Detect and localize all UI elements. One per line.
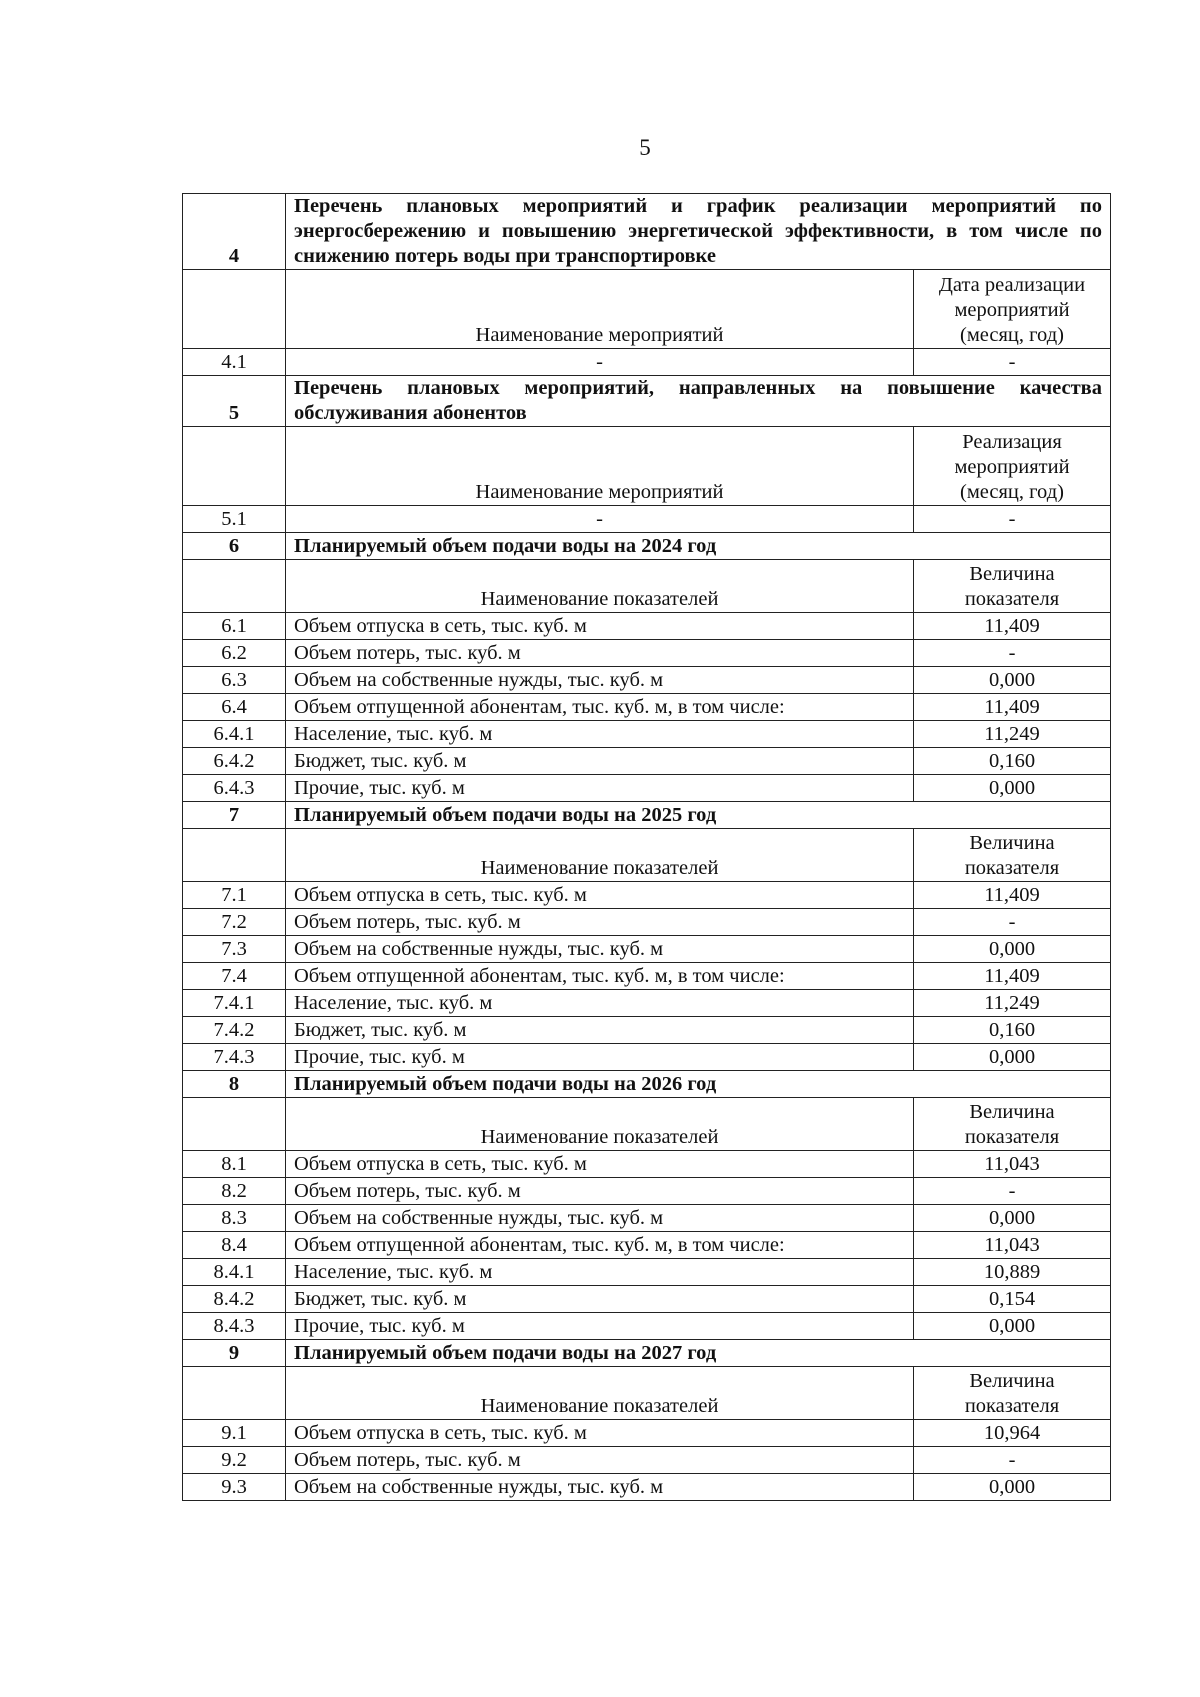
row-name: Бюджет, тыс. куб. м (286, 748, 914, 775)
row-number: 7.3 (183, 936, 286, 963)
row-name: Объем отпущенной абонентам, тыс. куб. м, в том числе: (286, 1232, 914, 1259)
row-number: 8.4.1 (183, 1259, 286, 1286)
row-name: Объем потерь, тыс. куб. м (286, 1447, 914, 1474)
row-number: 8.4 (183, 1232, 286, 1259)
row-value: 11,043 (914, 1232, 1111, 1259)
page-number: 5 (639, 135, 651, 160)
table-row (183, 613, 1111, 640)
row-number: 4.1 (183, 349, 286, 376)
row-number: 7.4.2 (183, 1017, 286, 1044)
row-number: 8.4.3 (183, 1313, 286, 1340)
header-number-cell (183, 270, 286, 349)
table-row (183, 1286, 1111, 1313)
section-title-row (183, 194, 1111, 270)
table-row (183, 1044, 1111, 1071)
row-number: 9.1 (183, 1420, 286, 1447)
table-row (183, 349, 1111, 376)
row-number: 8.2 (183, 1178, 286, 1205)
header-number-cell (183, 560, 286, 613)
row-number: 6.4 (183, 694, 286, 721)
table-row (183, 1017, 1111, 1044)
row-number: 5.1 (183, 506, 286, 533)
row-value: 0,000 (914, 1044, 1111, 1071)
plan-table (182, 193, 1111, 1501)
row-name: Объем отпуска в сеть, тыс. куб. м (286, 1151, 914, 1178)
table-row (183, 1205, 1111, 1232)
row-name: Объем отпуска в сеть, тыс. куб. м (286, 1420, 914, 1447)
table-row (183, 748, 1111, 775)
column-header-name: Наименование мероприятий (286, 270, 914, 349)
header-number-cell (183, 1367, 286, 1420)
row-number: 9.3 (183, 1474, 286, 1501)
row-name: Объем потерь, тыс. куб. м (286, 640, 914, 667)
row-value: 11,409 (914, 613, 1111, 640)
table-row (183, 721, 1111, 748)
table-row (183, 909, 1111, 936)
row-name: Бюджет, тыс. куб. м (286, 1017, 914, 1044)
row-value: - (914, 640, 1111, 667)
row-number: 8.3 (183, 1205, 286, 1232)
column-header-row (183, 1367, 1111, 1420)
row-name: Объем отпуска в сеть, тыс. куб. м (286, 882, 914, 909)
row-value: 0,160 (914, 1017, 1111, 1044)
column-header-row (183, 270, 1111, 349)
section-title: Планируемый объем подачи воды на 2024 год (286, 533, 1111, 560)
row-name: Объем на собственные нужды, тыс. куб. м (286, 1205, 914, 1232)
column-header-name: Наименование мероприятий (286, 427, 914, 506)
header-number-cell (183, 427, 286, 506)
section-title-row (183, 533, 1111, 560)
section-number: 8 (183, 1071, 286, 1098)
column-header-row (183, 829, 1111, 882)
row-value: - (914, 349, 1111, 376)
section-title-row (183, 1340, 1111, 1367)
row-value: 0,000 (914, 775, 1111, 802)
row-name: Объем отпущенной абонентам, тыс. куб. м, в том числе: (286, 963, 914, 990)
row-number: 6.4.3 (183, 775, 286, 802)
row-value: - (914, 1447, 1111, 1474)
table-row (183, 775, 1111, 802)
row-value: 11,249 (914, 721, 1111, 748)
row-value: 11,043 (914, 1151, 1111, 1178)
table-row (183, 936, 1111, 963)
column-header-value: Величина показателя (914, 1367, 1111, 1420)
row-number: 7.4.1 (183, 990, 286, 1017)
section-title: Перечень плановых мероприятий и график реализации мероприятий по энергосбережению и повышению энергетической эффективности, в том числе по снижению потерь воды при транспортировке (286, 194, 1111, 270)
section-title-row (183, 802, 1111, 829)
row-value: - (914, 909, 1111, 936)
row-value: - (914, 1178, 1111, 1205)
table-row (183, 1474, 1111, 1501)
column-header-name: Наименование показателей (286, 829, 914, 882)
table-row (183, 963, 1111, 990)
section-title: Планируемый объем подачи воды на 2025 год (286, 802, 1111, 829)
table-row (183, 1151, 1111, 1178)
row-number: 8.1 (183, 1151, 286, 1178)
row-value: 0,000 (914, 1313, 1111, 1340)
row-name: - (286, 506, 914, 533)
row-name: Население, тыс. куб. м (286, 1259, 914, 1286)
row-name: Объем потерь, тыс. куб. м (286, 909, 914, 936)
table-row (183, 506, 1111, 533)
row-name: Прочие, тыс. куб. м (286, 775, 914, 802)
header-number-cell (183, 829, 286, 882)
row-name: Объем на собственные нужды, тыс. куб. м (286, 1474, 914, 1501)
row-name: Объем потерь, тыс. куб. м (286, 1178, 914, 1205)
table-row (183, 1313, 1111, 1340)
section-title: Планируемый объем подачи воды на 2026 год (286, 1071, 1111, 1098)
row-name: Бюджет, тыс. куб. м (286, 1286, 914, 1313)
section-number: 6 (183, 533, 286, 560)
column-header-value: Реализация мероприятий (месяц, год) (914, 427, 1111, 506)
section-title-row (183, 376, 1111, 427)
row-value: 0,160 (914, 748, 1111, 775)
column-header-value: Величина показателя (914, 560, 1111, 613)
row-number: 8.4.2 (183, 1286, 286, 1313)
row-name: Прочие, тыс. куб. м (286, 1313, 914, 1340)
row-value: 11,409 (914, 963, 1111, 990)
column-header-row (183, 1098, 1111, 1151)
section-title-row (183, 1071, 1111, 1098)
row-value: 10,889 (914, 1259, 1111, 1286)
row-value: 11,249 (914, 990, 1111, 1017)
column-header-name: Наименование показателей (286, 1098, 914, 1151)
row-number: 6.2 (183, 640, 286, 667)
section-number: 5 (183, 376, 286, 427)
row-number: 6.4.2 (183, 748, 286, 775)
row-name: Население, тыс. куб. м (286, 990, 914, 1017)
row-value: 0,000 (914, 1474, 1111, 1501)
row-value: 11,409 (914, 694, 1111, 721)
column-header-row (183, 427, 1111, 506)
column-header-value: Дата реализации мероприятий (месяц, год) (914, 270, 1111, 349)
row-value: 0,154 (914, 1286, 1111, 1313)
row-number: 7.4 (183, 963, 286, 990)
column-header-row (183, 560, 1111, 613)
row-number: 7.2 (183, 909, 286, 936)
row-number: 9.2 (183, 1447, 286, 1474)
section-title: Планируемый объем подачи воды на 2027 год (286, 1340, 1111, 1367)
row-value: - (914, 506, 1111, 533)
table-row (183, 694, 1111, 721)
table-row (183, 667, 1111, 694)
table-row (183, 1259, 1111, 1286)
table-row (183, 640, 1111, 667)
row-number: 7.4.3 (183, 1044, 286, 1071)
plan-table-body (183, 194, 1111, 1501)
row-value: 0,000 (914, 936, 1111, 963)
row-number: 6.4.1 (183, 721, 286, 748)
row-name: Население, тыс. куб. м (286, 721, 914, 748)
row-name: Объем на собственные нужды, тыс. куб. м (286, 936, 914, 963)
table-row (183, 990, 1111, 1017)
table-row (183, 1447, 1111, 1474)
row-value: 10,964 (914, 1420, 1111, 1447)
row-number: 6.3 (183, 667, 286, 694)
section-title: Перечень плановых мероприятий, направленных на повышение качества обслуживания абонентов (286, 376, 1111, 427)
column-header-value: Величина показателя (914, 1098, 1111, 1151)
row-name: Объем отпуска в сеть, тыс. куб. м (286, 613, 914, 640)
row-value: 11,409 (914, 882, 1111, 909)
row-name: Объем отпущенной абонентам, тыс. куб. м, в том числе: (286, 694, 914, 721)
header-number-cell (183, 1098, 286, 1151)
row-number: 6.1 (183, 613, 286, 640)
row-value: 0,000 (914, 1205, 1111, 1232)
row-name: - (286, 349, 914, 376)
column-header-name: Наименование показателей (286, 1367, 914, 1420)
row-number: 7.1 (183, 882, 286, 909)
section-number: 7 (183, 802, 286, 829)
column-header-value: Величина показателя (914, 829, 1111, 882)
row-name: Прочие, тыс. куб. м (286, 1044, 914, 1071)
section-number: 4 (183, 194, 286, 270)
table-row (183, 1232, 1111, 1259)
table-row (183, 882, 1111, 909)
row-value: 0,000 (914, 667, 1111, 694)
column-header-name: Наименование показателей (286, 560, 914, 613)
table-row (183, 1420, 1111, 1447)
section-number: 9 (183, 1340, 286, 1367)
row-name: Объем на собственные нужды, тыс. куб. м (286, 667, 914, 694)
table-row (183, 1178, 1111, 1205)
